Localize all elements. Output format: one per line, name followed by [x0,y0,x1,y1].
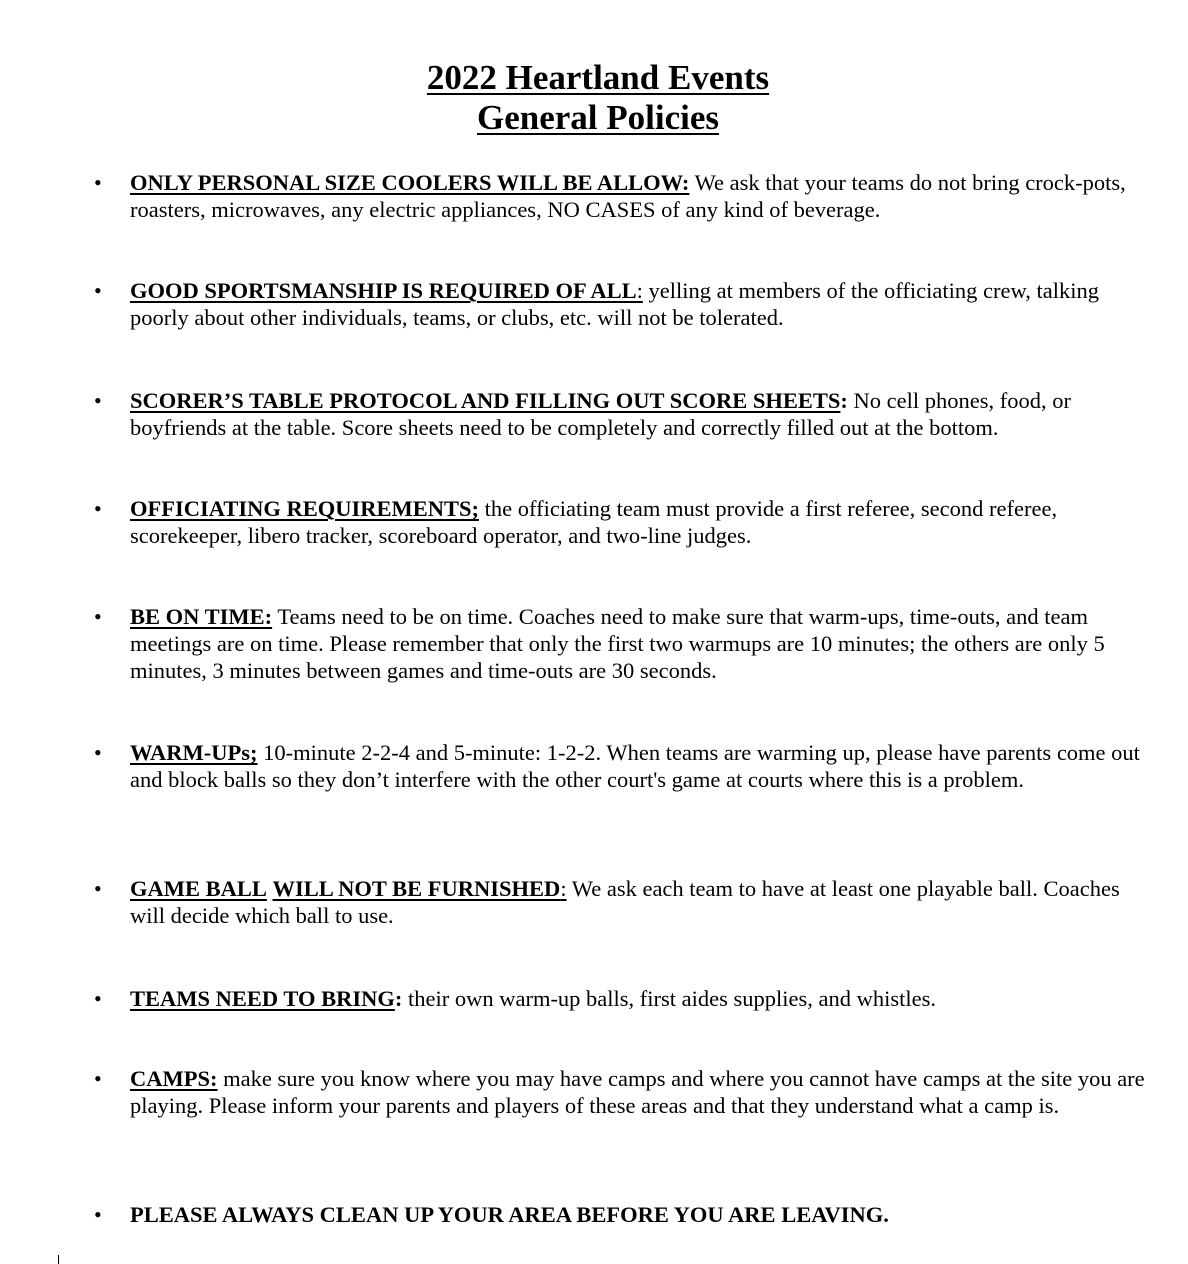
title-line-2: General Policies [476,98,719,137]
policy-heading: CAMPS: [130,1066,218,1091]
policy-text-bold: PLEASE ALWAYS CLEAN UP YOUR AREA BEFORE YOU ARE LEAVING. [130,1202,889,1227]
bullet-icon: • [94,278,102,303]
policy-heading: SCORER’S TABLE PROTOCOL AND FILLING OUT SCORE SHEETS [130,388,841,413]
policy-item-clean-up [94,1201,1150,1228]
bullet-icon: • [94,388,102,413]
text-cursor [58,1255,59,1264]
policy-item-officiating [94,495,1150,549]
bullet-icon: • [94,740,102,765]
document-title [0,58,1188,138]
policy-heading-separator: : [394,986,403,1011]
policy-text: 10-minute 2-2-4 and 5-minute: 1-2-2. When teams are warming up, please have parents come out and block balls so they don’t interfere with the other court's game at courts where this is a problem. [130,740,1140,792]
policy-heading: GAME BALL [130,876,267,901]
policy-text: the officiating team must provide a first referee, second referee, scorekeeper, libero tracker, scoreboard operator, and two-line judges. [130,496,1058,548]
bullet-icon: • [94,1202,102,1227]
bullet-icon: • [94,170,102,195]
policy-text: make sure you know where you may have camps and where you cannot have camps at the site you are playing. Please inform your parents and players of these areas and that they understand what a camp is. [130,1066,1145,1118]
title-line-1: 2022 Heartland Events [426,58,770,97]
policy-text: yelling at members of the officiating crew, talking poorly about other individuals, teams, or clubs, etc. will not be tolerated. [130,278,1099,330]
policy-text: Teams need to be on time. Coaches need to make sure that warm-ups, time-outs, and team meetings are on time. Please remember that only the first two warmups are 10 minutes; the others are only 5 minutes, 3 minutes between games and time-outs are 30 seconds. [130,604,1105,683]
policy-item-camps [94,1065,1150,1119]
bullet-icon: • [94,496,102,521]
policy-item-coolers [94,169,1150,223]
policy-text: We ask that your teams do not bring crock-pots, roasters, microwaves, any electric appliances, NO CASES of any kind of beverage. [130,170,1126,222]
policy-heading-separator: : [636,278,643,303]
policy-text: We ask each team to have at least one playable ball. Coaches will decide which ball to use. [130,876,1120,928]
bullet-icon: • [94,986,102,1011]
policy-heading: WARM-UPs; [130,740,258,765]
policy-heading: BE ON TIME: [130,604,273,629]
policy-item-teams-bring [94,985,1150,1012]
policy-text: their own warm-up balls, first aides supplies, and whistles. [402,986,937,1011]
policy-item-scorers-table [94,387,1150,441]
bullet-icon: • [94,1066,102,1091]
policy-item-warm-ups [94,739,1150,793]
policy-item-game-ball [94,875,1150,929]
bullet-icon: • [94,876,102,901]
policy-heading: TEAMS NEED TO BRING [130,986,395,1011]
policy-item-sportsmanship [94,277,1150,331]
policy-heading: OFFICIATING REQUIREMENTS; [130,496,479,521]
bullet-icon: • [94,604,102,629]
policy-text: No cell phones, food, or boyfriends at the table. Score sheets need to be completely and correctly filled out at the bottom. [130,388,1071,440]
policy-heading: GOOD SPORTSMANSHIP IS REQUIRED OF ALL [130,278,637,303]
policy-item-be-on-time [94,603,1150,684]
policy-heading: ONLY PERSONAL SIZE COOLERS WILL BE ALLOW: [130,170,690,195]
policy-heading-separator: : [840,388,848,413]
policy-heading-continued: WILL NOT BE FURNISHED [272,876,561,901]
policy-heading-separator: : [560,876,567,901]
